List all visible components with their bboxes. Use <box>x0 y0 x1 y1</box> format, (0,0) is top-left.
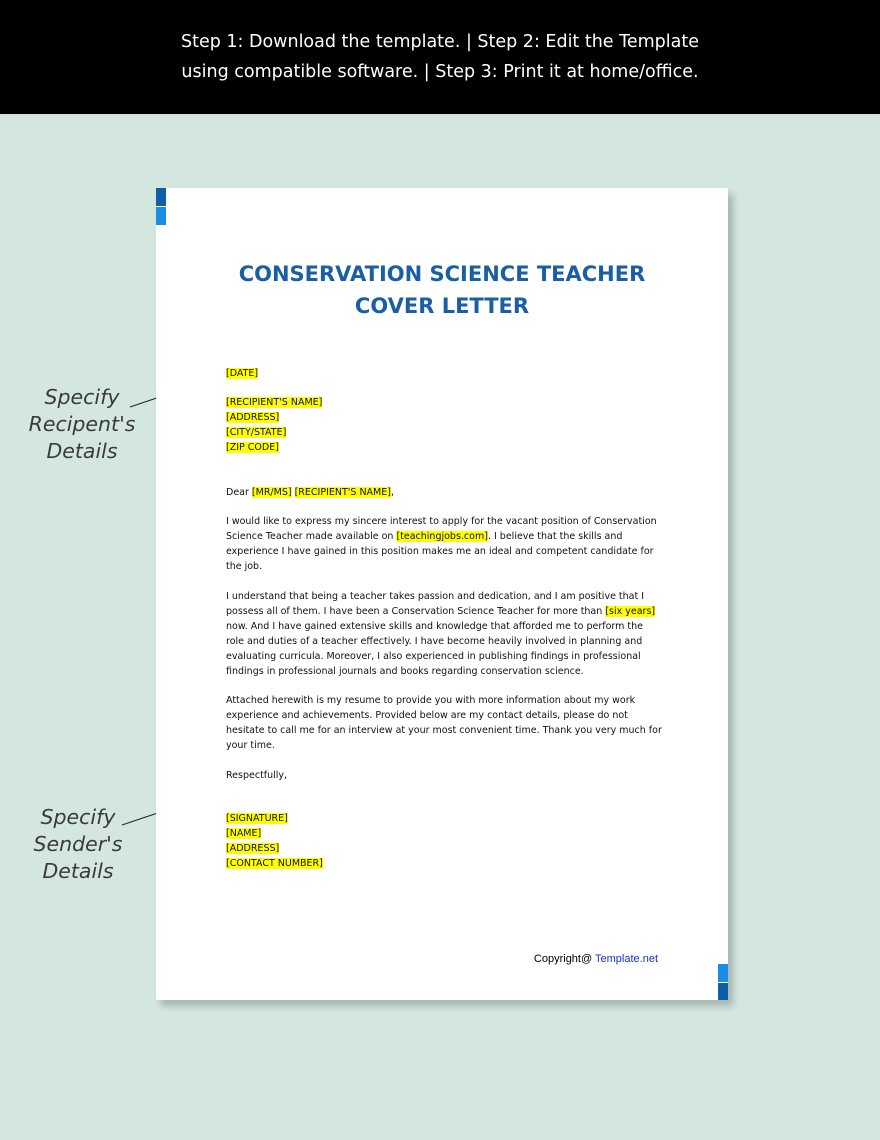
job-site-placeholder[interactable]: [teachingjobs.com] <box>396 531 488 542</box>
cover-letter-page <box>156 188 728 1000</box>
paragraph-2-text-b: now. And I have gained extensive skills and knowledge that afforded me to perform the role and duties of a teacher effectively. I have become heavily involved in planning and evaluating curricula. Moreover, I also experienced in publishing findings in professional findings in professional journals and books regarding conservation science. <box>226 621 643 677</box>
salutation-suffix: , <box>390 487 394 498</box>
corner-accent-top-dark <box>156 188 166 206</box>
callout-sender-line-3: Details <box>42 859 114 883</box>
letter-body <box>226 366 662 871</box>
paragraph-3: Attached herewith is my resume to provide you with more information about my work experience and achievements. Provided below are my contact details, please do not hesitate to call me for an interview at your most convenient time. Thank you very much for your time. <box>226 695 662 751</box>
banner-line-2: using compatible software. | Step 3: Print it at home/office. <box>181 62 699 82</box>
salutation <box>226 485 662 500</box>
callout-sender-line-2: Sender's <box>33 832 123 856</box>
sender-address-placeholder[interactable]: [ADDRESS] <box>226 843 280 854</box>
callout-recipient-line-1: Specify <box>44 385 120 409</box>
recipient-city-state-placeholder[interactable]: [CITY/STATE] <box>226 427 287 438</box>
salutation-name-placeholder[interactable]: [RECIPIENT'S NAME] <box>294 487 391 498</box>
date-placeholder[interactable]: [DATE] <box>226 368 259 379</box>
callout-recipient-line-3: Details <box>46 439 118 463</box>
title-line-1: CONSERVATION SCIENCE TEACHER <box>238 262 646 286</box>
contact-number-placeholder[interactable]: [CONTACT NUMBER] <box>226 858 323 869</box>
callout-sender-line-1: Specify <box>40 805 116 829</box>
signature-placeholder[interactable]: [SIGNATURE] <box>226 813 288 824</box>
salutation-title-placeholder[interactable]: [MR/MS] <box>251 487 292 498</box>
years-placeholder[interactable]: [six years] <box>605 606 656 617</box>
paragraph-1 <box>226 514 662 574</box>
recipient-zip-placeholder[interactable]: [ZIP CODE] <box>226 442 279 453</box>
recipient-block <box>226 395 662 455</box>
corner-accent-bottom-dark <box>718 983 728 1000</box>
document-title <box>156 258 728 322</box>
recipient-address-placeholder[interactable]: [ADDRESS] <box>226 412 280 423</box>
recipient-name-placeholder[interactable]: [RECIPIENT'S NAME] <box>226 397 323 408</box>
paragraph-1-text-b: . I believe that the skills and experience I have gained in this position makes me an ideal and competent candidate for the job. <box>226 531 654 572</box>
title-line-2: COVER LETTER <box>354 294 530 318</box>
copyright-prefix: Copyright@ <box>533 953 596 965</box>
corner-accent-top-light <box>156 207 166 225</box>
paragraph-2 <box>226 589 662 679</box>
paragraph-2-text-a: I understand that being a teacher takes passion and dedication, and I am positive that I possess all of them. I have been a Conservation Science Teacher for more than <box>226 591 645 617</box>
sender-block <box>226 811 662 871</box>
banner-line-1: Step 1: Download the template. | Step 2: Edit the Template <box>180 32 699 52</box>
paragraph-1-text-a: I would like to express my sincere interest to apply for the vacant position of Conservation Science Teacher made available on <box>226 516 657 542</box>
callout-recipient-line-2: Recipent's <box>28 412 136 436</box>
template-net-link[interactable]: Template.net <box>595 953 658 965</box>
salutation-prefix: Dear <box>226 487 249 498</box>
copyright-notice <box>534 953 658 965</box>
corner-accent-bottom-light <box>718 964 728 982</box>
closing: Respectfully, <box>226 770 288 781</box>
sender-name-placeholder[interactable]: [NAME] <box>226 828 262 839</box>
